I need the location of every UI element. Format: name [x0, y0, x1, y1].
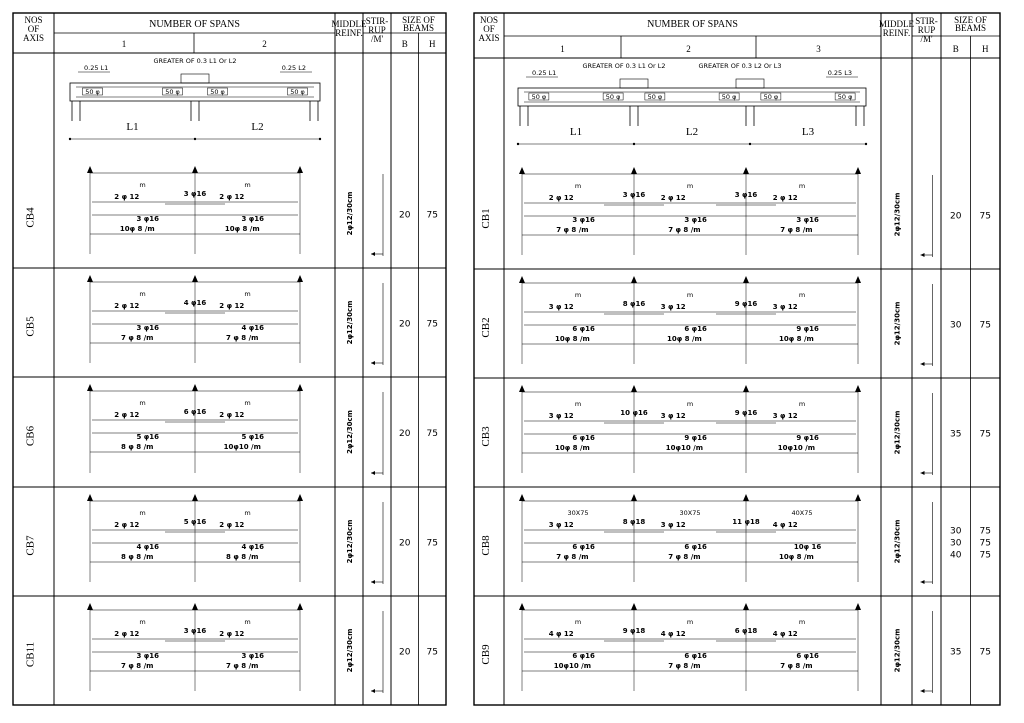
support-arrow-icon	[192, 603, 198, 610]
support-reinforcement: 9 φ16	[734, 300, 758, 308]
header-stirrup: /M'	[920, 34, 933, 44]
greater-of-note: GREATER OF 0.3 L1 Or L2	[153, 57, 237, 65]
span-mark: m	[686, 291, 694, 299]
stirrup-spec: 7 φ 8 /m	[226, 662, 259, 670]
bottom-reinforcement: 3 φ16	[572, 216, 595, 224]
header-stirrup: STIR-	[365, 16, 389, 26]
support-arrow-icon	[297, 275, 303, 282]
dim-dot	[319, 138, 321, 140]
support-arrow-icon	[631, 385, 637, 392]
middle-reinforcement: 2φ12/30cm	[893, 301, 902, 346]
stirrup-arrow-icon	[921, 253, 925, 257]
stirrup-spec: 10φ 8 /m	[778, 553, 814, 561]
middle-reinforcement: 2φ12/30cm	[893, 519, 902, 564]
bottom-reinforcement: 5 φ16	[136, 433, 160, 441]
top-reinforcement: 3 φ 12	[548, 412, 574, 420]
bottom-reinforcement: 5 φ16	[241, 433, 265, 441]
stirrup-spec: 10φ 8 /m	[554, 335, 590, 343]
axis-label: CB2	[480, 317, 492, 338]
support-arrow-icon	[519, 385, 525, 392]
stirrup-spec: 7 φ 8 /m	[668, 553, 701, 561]
dim-50-phi: 50 φ	[647, 93, 663, 101]
support-arrow-icon	[855, 167, 861, 174]
support-top-bar-box	[620, 79, 648, 88]
support-arrow-icon	[743, 167, 749, 174]
header-h: H	[982, 44, 989, 54]
middle-reinforcement: 2φ12/30cm	[346, 300, 354, 345]
beam-height-h: 75	[426, 538, 438, 549]
stirrup-spec: 7 φ 8 /m	[780, 226, 813, 234]
dim-50-phi: 50 φ	[85, 88, 100, 96]
bottom-reinforcement: 6 φ16	[572, 652, 595, 660]
span-label: L1	[569, 126, 583, 138]
top-reinforcement: 4 φ 12	[548, 630, 574, 638]
support-arrow-icon	[192, 384, 198, 391]
span-number: 2	[686, 44, 691, 54]
top-reinforcement: 2 φ 12	[114, 302, 140, 310]
header-middle-reinf: MIDDLE	[879, 19, 914, 29]
header-nos-of-axis: OF	[27, 24, 40, 34]
middle-reinforcement: 2φ12/30cm	[346, 628, 354, 673]
stirrup-spec: 10φ10 /m	[223, 443, 261, 451]
stirrup-spec: 10φ 8 /m	[554, 444, 590, 452]
mark-025: 0.25 L1	[532, 69, 557, 77]
support-reinforcement: 8 φ18	[622, 518, 646, 526]
bottom-reinforcement: 6 φ16	[572, 434, 595, 442]
header-nos-of-axis: OF	[483, 24, 495, 34]
span-mark: m	[244, 290, 251, 298]
support-arrow-icon	[743, 603, 749, 610]
span-mark: m	[574, 400, 582, 408]
axis-label: CB1	[480, 208, 492, 229]
top-reinforcement: 3 φ 12	[660, 303, 686, 311]
dim-dot	[194, 138, 196, 140]
span-mark: m	[574, 291, 582, 299]
middle-reinforcement: 2φ12/30cm	[893, 628, 902, 673]
top-reinforcement: 3 φ 12	[548, 521, 574, 529]
span-mark: m	[244, 181, 251, 189]
header-b: B	[952, 44, 959, 54]
support-arrow-icon	[743, 494, 749, 501]
header-size-of-beams: BEAMS	[954, 23, 987, 33]
beam-width-b: 30	[950, 526, 962, 537]
axis-label: CB5	[24, 316, 37, 337]
stirrup-spec: 7 φ 8 /m	[121, 662, 154, 670]
stirrup-spec: 10φ 8 /m	[666, 335, 702, 343]
beam-width-b: 30	[950, 538, 962, 549]
beam-width-b: 20	[950, 211, 962, 222]
stirrup-arrow-icon	[371, 689, 375, 693]
span-number: 3	[816, 44, 821, 54]
top-reinforcement: 2 φ 12	[548, 194, 574, 202]
top-reinforcement: 3 φ 12	[660, 521, 686, 529]
beam-width-b: 20	[399, 210, 411, 221]
span-mark: m	[574, 618, 582, 626]
stirrup-arrow-icon	[371, 471, 375, 475]
axis-label: CB8	[480, 535, 492, 556]
dim-50-phi: 50 φ	[837, 93, 853, 101]
beam-width-b: 20	[399, 429, 411, 439]
support-reinforcement: 4 φ16	[183, 299, 207, 307]
span-mark: m	[798, 182, 806, 190]
top-reinforcement: 2 φ 12	[114, 193, 140, 201]
beam-width-b: 35	[950, 429, 962, 440]
stirrup-arrow-icon	[921, 362, 925, 366]
middle-reinforcement: 2φ12/30cm	[346, 519, 354, 564]
support-arrow-icon	[519, 276, 525, 283]
axis-label: CB4	[24, 207, 37, 228]
beam-height-h: 75	[426, 647, 438, 658]
stirrup-spec: 10φ10 /m	[777, 444, 816, 452]
span-label: L2	[685, 126, 699, 138]
beam-height-h: 75	[979, 526, 991, 537]
stirrup-spec: 7 φ 8 /m	[556, 553, 589, 561]
bottom-reinforcement: 6 φ16	[796, 652, 819, 660]
support-arrow-icon	[519, 603, 525, 610]
bottom-reinforcement: 3 φ16	[136, 652, 160, 660]
support-arrow-icon	[87, 494, 93, 501]
axis-label: CB9	[480, 644, 492, 665]
top-reinforcement: 2 φ 12	[219, 411, 245, 419]
header-size-of-beams: SIZE OF	[402, 15, 435, 25]
stirrup-arrow-icon	[921, 580, 925, 584]
stirrup-spec: 10φ 8 /m	[119, 225, 155, 233]
mark-025: 0.25 L2	[281, 64, 306, 72]
top-reinforcement: 2 φ 12	[114, 411, 140, 419]
axis-label: CB6	[24, 425, 37, 447]
header-middle-reinf: REINF.	[335, 28, 363, 38]
mark-025: 0.25 L3	[827, 69, 852, 77]
support-top-bar-box	[736, 79, 764, 88]
dim-dot	[517, 143, 519, 145]
bottom-reinforcement: 3 φ16	[684, 216, 707, 224]
header-h: H	[429, 39, 436, 49]
top-reinforcement: 3 φ 12	[772, 412, 798, 420]
support-arrow-icon	[87, 166, 93, 173]
stirrup-arrow-icon	[921, 471, 925, 475]
beam-height-h: 75	[979, 647, 991, 658]
support-arrow-icon	[631, 276, 637, 283]
support-reinforcement: 9 φ18	[622, 627, 646, 635]
support-reinforcement: 3 φ16	[734, 191, 758, 199]
dim-50-phi: 50 φ	[290, 88, 305, 96]
header-nos-of-axis: AXIS	[22, 33, 45, 43]
stirrup-spec: 8 φ 8 /m	[121, 553, 154, 561]
beam-width-b: 40	[950, 550, 962, 561]
dim-50-phi: 50 φ	[763, 93, 779, 101]
beam-height-h: 75	[979, 211, 991, 222]
greater-of-note: GREATER OF 0.3 L1 Or L2	[582, 62, 666, 70]
support-arrow-icon	[519, 167, 525, 174]
stirrup-arrow-icon	[921, 689, 925, 693]
stirrup-spec: 7 φ 8 /m	[780, 662, 813, 670]
support-reinforcement: 3 φ16	[622, 191, 646, 199]
support-reinforcement: 9 φ16	[734, 409, 758, 417]
span-number: 1	[560, 44, 565, 54]
middle-reinforcement: 2φ12/30cm	[346, 410, 354, 454]
span-mark: 30X75	[679, 509, 701, 517]
support-arrow-icon	[631, 167, 637, 174]
bottom-reinforcement: 6 φ16	[684, 325, 707, 333]
bottom-reinforcement: 6 φ16	[572, 325, 595, 333]
support-arrow-icon	[192, 275, 198, 282]
bottom-reinforcement: 4 φ16	[136, 543, 160, 551]
support-arrow-icon	[743, 276, 749, 283]
top-reinforcement: 3 φ 12	[660, 412, 686, 420]
support-arrow-icon	[297, 166, 303, 173]
beam-width-b: 20	[399, 319, 411, 330]
bottom-reinforcement: 9 φ16	[796, 434, 819, 442]
bottom-reinforcement: 3 φ16	[136, 215, 160, 223]
top-reinforcement: 4 φ 12	[772, 630, 798, 638]
stirrup-spec: 7 φ 8 /m	[121, 334, 154, 342]
support-arrow-icon	[519, 494, 525, 501]
span-label: L3	[801, 126, 815, 138]
support-arrow-icon	[297, 603, 303, 610]
bottom-reinforcement: 6 φ16	[684, 652, 707, 660]
middle-reinforcement: 2φ12/30cm	[346, 191, 354, 236]
top-reinforcement: 4 φ 12	[660, 630, 686, 638]
span-mark: m	[139, 181, 146, 189]
greater-of-note: GREATER OF 0.3 L2 Or L3	[698, 62, 782, 70]
support-arrow-icon	[855, 385, 861, 392]
stirrup-spec: 10φ10 /m	[665, 444, 704, 452]
dim-50-phi: 50 φ	[210, 88, 225, 96]
dim-dot	[633, 143, 635, 145]
top-reinforcement: 3 φ 12	[548, 303, 574, 311]
axis-label: CB7	[24, 535, 37, 556]
beam-height-h: 75	[979, 538, 991, 549]
top-reinforcement: 2 φ 12	[219, 630, 245, 638]
span-mark: m	[798, 618, 806, 626]
support-top-bar-box	[181, 74, 209, 83]
span-mark: m	[798, 400, 806, 408]
stirrup-spec: 10φ10 /m	[553, 662, 592, 670]
header-nos-of-axis: NOS	[24, 15, 43, 25]
panel-frame	[13, 13, 446, 705]
dim-50-phi: 50 φ	[531, 93, 547, 101]
stirrup-arrow-icon	[371, 252, 375, 256]
span-mark: m	[139, 290, 146, 298]
bottom-reinforcement: 4 φ16	[241, 324, 265, 332]
support-arrow-icon	[297, 494, 303, 501]
middle-reinforcement: 2φ12/30cm	[893, 192, 902, 237]
support-arrow-icon	[631, 603, 637, 610]
stirrup-spec: 7 φ 8 /m	[668, 226, 701, 234]
bottom-reinforcement: 9 φ16	[684, 434, 707, 442]
beam-height-h: 75	[979, 320, 991, 331]
header-nos-of-axis: NOS	[479, 15, 499, 25]
middle-reinforcement: 2φ12/30cm	[893, 410, 902, 455]
top-reinforcement: 2 φ 12	[114, 630, 140, 638]
top-reinforcement: 2 φ 12	[219, 521, 245, 529]
mark-025: 0.25 L1	[84, 64, 109, 72]
support-arrow-icon	[743, 385, 749, 392]
beam-width-b: 30	[950, 320, 962, 331]
stirrup-spec: 10φ 8 /m	[778, 335, 814, 343]
beam-height-h: 75	[979, 550, 991, 561]
beam-width-b: 20	[399, 538, 411, 549]
header-middle-reinf: REINF.	[882, 28, 911, 38]
support-reinforcement: 10 φ16	[620, 409, 648, 417]
span-mark: m	[574, 182, 582, 190]
beam-height-h: 75	[426, 429, 438, 439]
span-mark: m	[244, 399, 251, 407]
span-mark: m	[139, 509, 146, 517]
dim-50-phi: 50 φ	[721, 93, 737, 101]
support-arrow-icon	[297, 384, 303, 391]
support-arrow-icon	[87, 275, 93, 282]
support-arrow-icon	[87, 384, 93, 391]
stirrup-spec: 7 φ 8 /m	[226, 334, 259, 342]
support-reinforcement: 11 φ18	[732, 518, 760, 526]
support-reinforcement: 6 φ16	[183, 408, 207, 416]
span-number: 1	[121, 39, 127, 49]
bottom-reinforcement: 3 φ16	[136, 324, 160, 332]
support-reinforcement: 5 φ16	[183, 518, 207, 526]
header-size-of-beams: BEAMS	[402, 23, 435, 33]
bottom-reinforcement: 4 φ16	[241, 543, 265, 551]
support-reinforcement: 6 φ18	[734, 627, 758, 635]
axis-label: CB3	[480, 426, 492, 447]
bottom-reinforcement: 3 φ16	[241, 652, 265, 660]
support-reinforcement: 8 φ16	[622, 300, 646, 308]
beam-width-b: 20	[399, 647, 411, 658]
top-reinforcement: 3 φ 12	[772, 303, 798, 311]
stirrup-spec: 7 φ 8 /m	[556, 226, 589, 234]
bottom-reinforcement: 6 φ16	[684, 543, 707, 551]
top-reinforcement: 2 φ 12	[660, 194, 686, 202]
support-arrow-icon	[855, 276, 861, 283]
span-mark: m	[686, 618, 694, 626]
beam-elevation	[518, 88, 866, 106]
beam-height-h: 75	[979, 429, 991, 440]
support-reinforcement: 3 φ16	[183, 627, 207, 635]
bottom-reinforcement: 10φ 16	[793, 543, 822, 551]
beam-width-b: 35	[950, 647, 962, 658]
header-number-of-spans: NUMBER OF SPANS	[149, 19, 240, 30]
support-reinforcement: 3 φ16	[183, 190, 207, 198]
header-size-of-beams: SIZE OF	[954, 15, 987, 25]
span-mark: 40X75	[791, 509, 813, 517]
header-middle-reinf: MIDDLE	[331, 19, 367, 29]
support-arrow-icon	[855, 603, 861, 610]
support-arrow-icon	[87, 603, 93, 610]
span-label: L2	[251, 121, 264, 133]
bottom-reinforcement: 9 φ16	[796, 325, 819, 333]
header-stirrup: RUP	[368, 25, 386, 35]
support-arrow-icon	[192, 166, 198, 173]
dim-50-phi: 50 φ	[165, 88, 180, 96]
top-reinforcement: 4 φ 12	[772, 521, 798, 529]
stirrup-spec: 7 φ 8 /m	[668, 662, 701, 670]
bottom-reinforcement: 3 φ16	[796, 216, 819, 224]
support-arrow-icon	[631, 494, 637, 501]
support-arrow-icon	[192, 494, 198, 501]
span-mark: m	[686, 400, 694, 408]
span-label: L1	[126, 121, 139, 133]
top-reinforcement: 2 φ 12	[219, 193, 245, 201]
header-stirrup: RUP	[917, 25, 936, 35]
top-reinforcement: 2 φ 12	[114, 521, 140, 529]
span-mark: m	[798, 291, 806, 299]
stirrup-arrow-icon	[371, 361, 375, 365]
panel-frame	[474, 13, 1000, 705]
stirrup-spec: 10φ 8 /m	[224, 225, 260, 233]
stirrup-arrow-icon	[371, 580, 375, 584]
top-reinforcement: 2 φ 12	[772, 194, 798, 202]
span-mark: m	[686, 182, 694, 190]
dim-50-phi: 50 φ	[605, 93, 621, 101]
bottom-reinforcement: 3 φ16	[241, 215, 265, 223]
span-mark: m	[244, 509, 251, 517]
stirrup-spec: 8 φ 8 /m	[226, 553, 259, 561]
dim-dot	[69, 138, 71, 140]
axis-label: CB11	[24, 641, 37, 668]
dim-dot	[865, 143, 867, 145]
header-nos-of-axis: AXIS	[478, 33, 500, 43]
bottom-reinforcement: 6 φ16	[572, 543, 595, 551]
beam-height-h: 75	[426, 319, 438, 330]
span-mark: m	[139, 399, 146, 407]
beam-height-h: 75	[426, 210, 438, 221]
header-b: B	[401, 39, 408, 49]
span-mark: 30X75	[567, 509, 589, 517]
header-stirrup: STIR-	[915, 16, 938, 26]
header-number-of-spans: NUMBER OF SPANS	[647, 19, 738, 30]
span-mark: m	[139, 618, 146, 626]
stirrup-spec: 8 φ 8 /m	[121, 443, 154, 451]
beam-elevation	[70, 83, 320, 101]
header-stirrup: /M'	[370, 34, 384, 44]
dim-dot	[749, 143, 751, 145]
span-mark: m	[244, 618, 251, 626]
span-number: 2	[262, 39, 267, 49]
top-reinforcement: 2 φ 12	[219, 302, 245, 310]
support-arrow-icon	[855, 494, 861, 501]
